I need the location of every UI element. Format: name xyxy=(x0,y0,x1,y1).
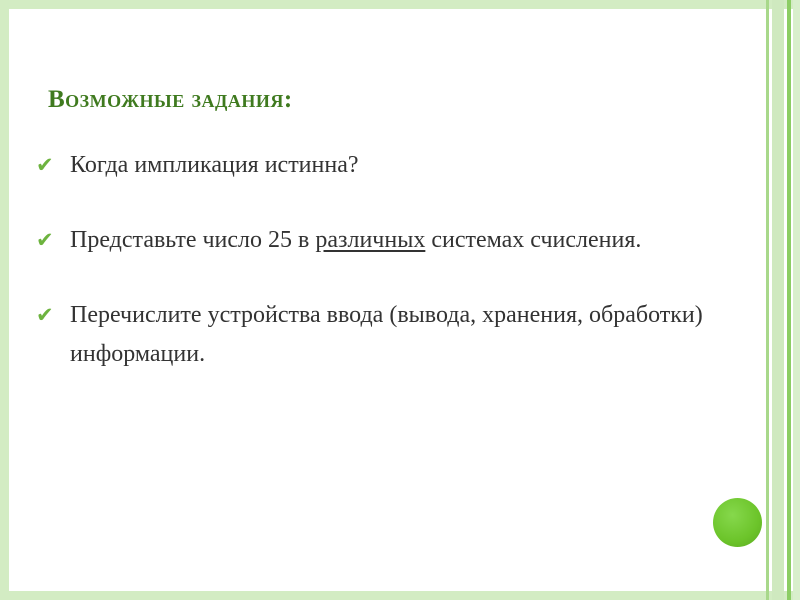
frame-bottom-border xyxy=(0,591,800,600)
task-list xyxy=(36,146,736,410)
list-item xyxy=(36,221,736,260)
frame-stripe xyxy=(766,0,769,600)
text-fragment: Представьте число 25 в xyxy=(70,227,316,253)
list-item-text: Когда импликация истинна? xyxy=(70,152,359,178)
underlined-word: различных xyxy=(315,227,426,253)
checkmark-icon: ✔ xyxy=(36,303,54,327)
frame-stripe xyxy=(793,0,800,600)
list-item xyxy=(36,146,736,185)
checkmark-icon: ✔ xyxy=(36,228,54,252)
green-circle-decoration xyxy=(713,498,762,547)
frame-top-border xyxy=(0,0,800,9)
frame-stripe xyxy=(787,0,791,600)
list-item-text xyxy=(70,221,641,260)
list-item-text: Перечислите устройства ввода (вывода, хранения, обработки) информации. xyxy=(70,302,703,367)
slide-title: Возможные задания: xyxy=(48,86,293,113)
frame-left-border xyxy=(0,0,9,600)
checkmark-icon: ✔ xyxy=(36,153,54,177)
list-item xyxy=(36,296,736,374)
frame-stripe xyxy=(772,0,784,600)
text-fragment: системах счисления. xyxy=(425,227,642,253)
